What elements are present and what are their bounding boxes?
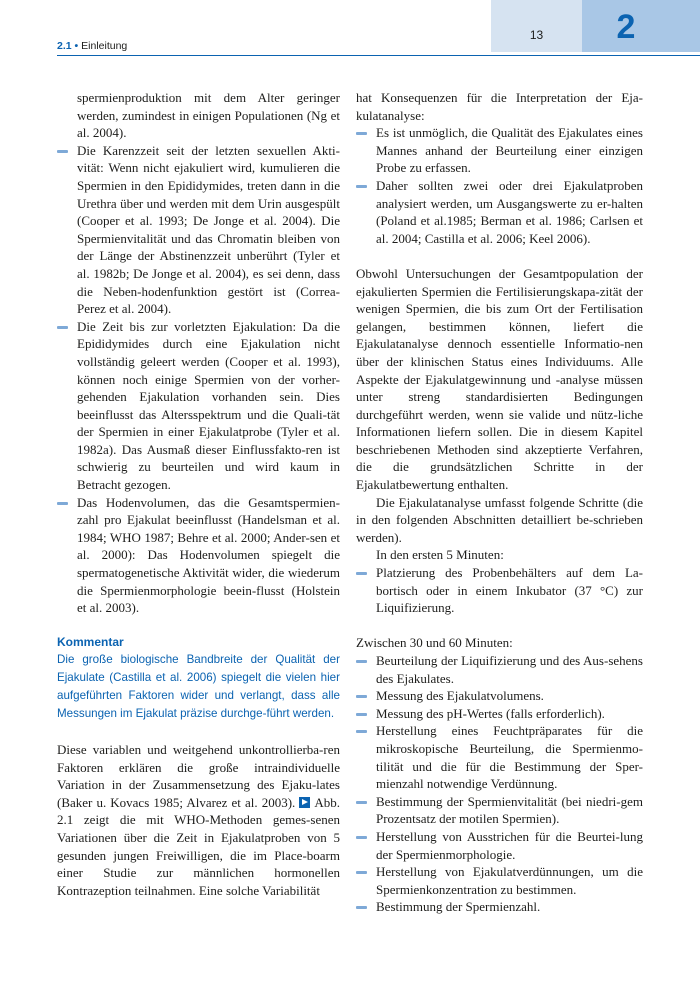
list-item: Das Hodenvolumen, das die Gesamtspermien-zahl pro Ejakulat beeinflusst (Handelsman et al. 1984; WHO 1987; Behre et al. 2000; Ander-sen et al. 2000): Das Hodenvolumen spiegelt die spermatogenetische Aktivität wider, die wiederum die Spermienmorphologie beein-flusst (Holstein et al. 2003). xyxy=(57,494,340,617)
continued-paragraph: hat Konsequenzen für die Interpretation der Eja-kulatanalyse: xyxy=(356,90,643,123)
list-item: Herstellung eines Feuchtpräparates für die mikroskopische Beurteilung, die Spermienmo-tilität und die für die Bestimmung der Sper-mienzahl notwendige Verdünnung. xyxy=(356,722,643,792)
step-list-first xyxy=(356,564,643,617)
comment-text: Die große biologische Bandbreite der Qualität der Ejakulate (Castilla et al. 2006) spiegelt die vielen hier aufgeführten Faktoren wider und verlangt, dass alle Messungen im Ejakulat präzise durchge-führt werden. xyxy=(57,653,340,721)
bullet-dash xyxy=(356,836,367,839)
bullet-dash xyxy=(356,132,367,135)
list-item: Herstellung von Ausstrichen für die Beurtei-lung der Spermienmorphologie. xyxy=(356,828,643,863)
list-item: Bestimmung der Spermienvitalität (bei niedri-gem Prozentsatz der motilen Spermien). xyxy=(356,793,643,828)
bullet-dash xyxy=(356,695,367,698)
bullet-dash xyxy=(356,713,367,716)
list-item: Messung des Ejakulatvolumens. xyxy=(356,687,643,705)
list-item: Die Zeit bis zur vorletzten Ejakulation: Da die Epididymides durch eine Ejakulation nicht vollständig geleert werden (Cooper et al. 1993), können noch einige Spermien von der vorher-gehenden Ejakulation vorhanden sein. Dies beeinflusst das Altersspektrum und die Quali-tät der Spermien in einer Ejakulatprobe (Tyler et al. 1982a). Das Ausmaß dieser Einflussfakto-ren ist schwierig zu beurteilen und wird kaum in Betracht gezogen. xyxy=(57,318,340,494)
header-rule xyxy=(57,55,700,56)
list-item: Daher sollten zwei oder drei Ejakulatproben analysiert werden, um Ausgangswerte zu er-halten (Poland et al.1985; Berman et al. 1986; Carlsen et al. 2004; Castilla et al. 2006; Keel 2006). xyxy=(356,177,643,247)
chapter-number: 2 xyxy=(616,8,636,46)
list-item: Die Karenzzeit seit der letzten sexuellen Akti-vität: Wenn nicht ejakuliert wird, kumulieren die Spermien in den Epididymides, treten dann in die Urethra über und werden mit dem Urin ausgespült (Cooper et al. 1993; De Jonge et al. 2004). Die Spermienvitalität und das Chromatin bleiben von der Länge der Abstinenzzeit unberührt (Tyler et al. 1982b; De Jonge et al. 2004), es sei denn, dass die Neben-hodenfunktion gestört ist (Correa-Perez et al. 2004). xyxy=(57,142,340,318)
section-number: 2.1 xyxy=(57,40,72,52)
body-paragraph: Die Ejakulatanalyse umfasst folgende Schritte (die in den folgenden Abschnitten detailliert be-schrieben werden). xyxy=(356,494,643,545)
bullet-dash xyxy=(57,150,68,153)
bullet-dash xyxy=(356,660,367,663)
bullet-dash xyxy=(356,871,367,874)
bullet-dash xyxy=(356,730,367,733)
step-list-second xyxy=(356,652,643,916)
step-heading: In den ersten 5 Minuten: xyxy=(376,547,504,563)
list-item: Platzierung des Probenbehälters auf dem La-bortisch oder in einem Inkubator (37 °C) zur Liquifizierung. xyxy=(356,564,643,617)
left-column xyxy=(57,89,340,899)
bullet-dash xyxy=(356,185,367,188)
bullet-dash xyxy=(356,801,367,804)
bullet-dash xyxy=(356,906,367,909)
continued-bullet-text: spermienproduktion mit dem Alter geringer werden, zumindest in einigen Populationen (Ng et al. 2004). xyxy=(77,90,340,141)
right-column xyxy=(356,89,643,916)
list-item: Bestimmung der Spermienzahl. xyxy=(356,898,643,916)
figure-reference-link[interactable]: Abb. 2.1 xyxy=(57,794,340,828)
factor-list xyxy=(57,142,340,617)
consequence-list xyxy=(356,124,643,247)
section-separator: • xyxy=(74,40,79,52)
step-heading: Zwischen 30 und 60 Minuten: xyxy=(356,635,513,651)
list-item: Beurteilung der Liquifizierung und des Aus-sehens des Ejakulates. xyxy=(356,652,643,687)
list-item: Es ist unmöglich, die Qualität des Ejakulates eines Mannes anhand der Beurteilung einer einzigen Probe zu erfassen. xyxy=(356,124,643,177)
page-number-tab xyxy=(491,0,582,52)
list-item: Messung des pH-Wertes (falls erforderlich). xyxy=(356,705,643,723)
body-paragraph: Diese variablen und weitgehend unkontrollierba-ren Faktoren erklären die große intraindividuelle Variation in der Zusammensetzung des Ejaku-lates (Baker u. Kovacs 1985; Alvarez et al. 2003). Abb. 2.1 zeigt die mit WHO-Methoden gemes-senen Variationen über die Zeit in Ejakulatproben von 5 gesunden jungen Freiwilligen, die im Place-boarm einer Studie zur männlichen hormonellen Kontrazeption teilnahmen. Eine solche Variabilität xyxy=(57,742,341,898)
bullet-dash xyxy=(356,572,367,575)
comment-heading: Kommentar xyxy=(57,635,124,650)
running-header xyxy=(57,40,127,52)
bullet-dash xyxy=(57,502,68,505)
page-number: 13 xyxy=(529,28,544,42)
figure-reference-icon xyxy=(299,797,310,808)
bullet-dash xyxy=(57,326,68,329)
body-paragraph: Obwohl Untersuchungen der Gesamtpopulation der ejakulierten Spermien die Fertilisierungskapa-zität der wenigen Spermien, die bis zum Ort der Fertilisation gelangen, bestimmen können, liefert die Ejakulatanalyse dennoch essentielle Informatio-nen über der klinischen Status eines Individuums. Alle Aspekte der Ejakulatgewinnung und -analyse müssen unter streng standardisierten Bedingungen durchgeführt werden, wenn sie valide und nütz-liche Informationen liefern sollen. Die in diesem Kapitel beschriebenen Methoden sind akzeptierte Verfahren, die die grundsätzlichen Schritte in der Ejakulatbewertung enthalten. xyxy=(356,265,644,493)
comment-box xyxy=(57,634,340,723)
section-title: Einleitung xyxy=(81,40,128,52)
list-item: Herstellung von Ejakulatverdünnungen, um die Spermienkonzentration zu bestimmen. xyxy=(356,863,643,898)
